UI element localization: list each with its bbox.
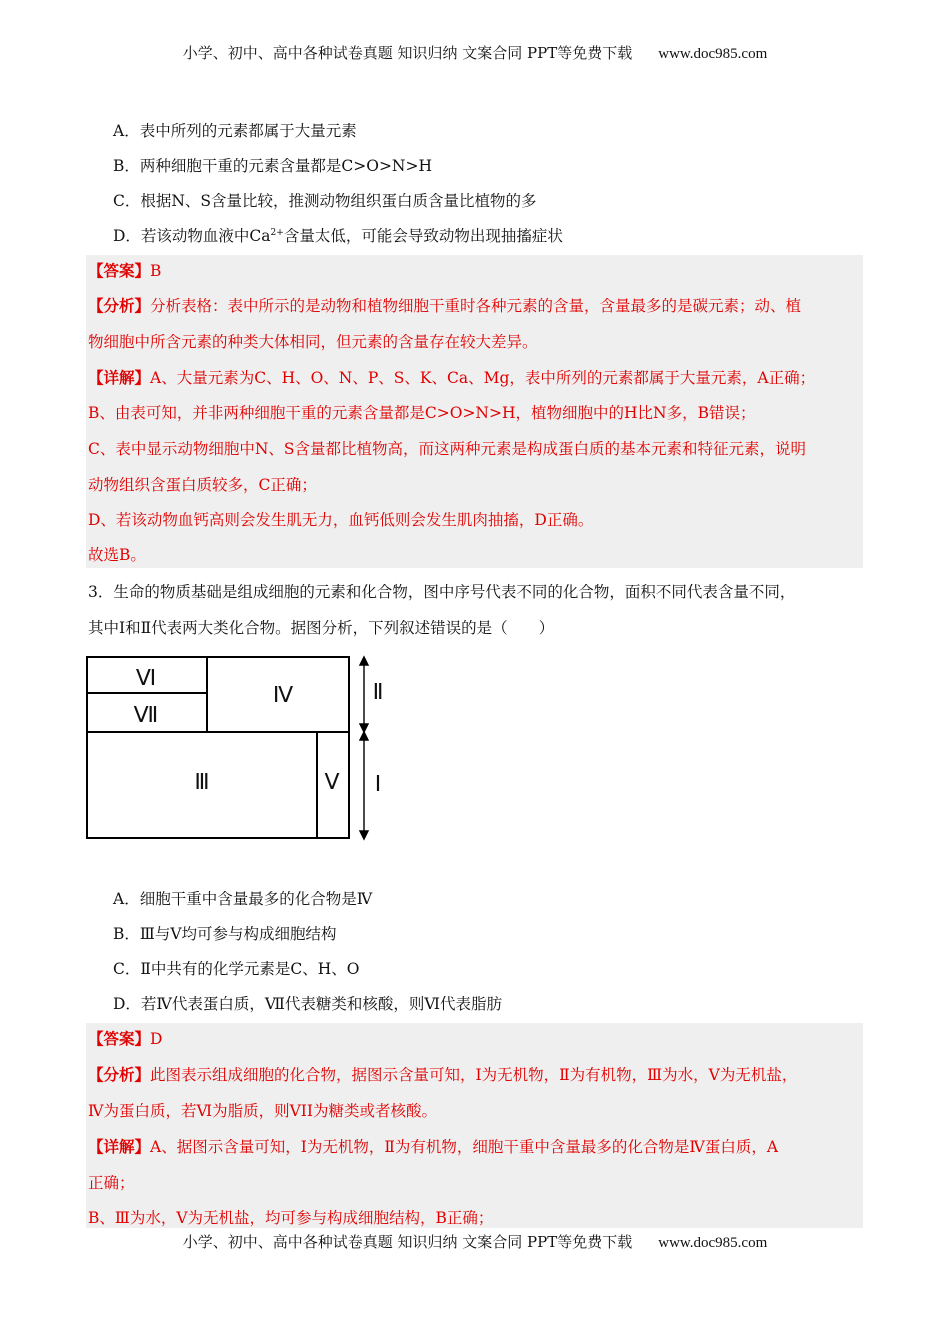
compound-diagram bbox=[86, 655, 396, 845]
arrow-i-head-up bbox=[360, 732, 368, 740]
q2-detail-line4: 动物组织含蛋白质较多，C正确； bbox=[88, 476, 317, 494]
q3-detail-line1 bbox=[88, 1135, 778, 1157]
page-footer bbox=[0, 1231, 950, 1252]
header-url[interactable]: www.doc985.com bbox=[658, 46, 768, 62]
q2-answer bbox=[88, 259, 161, 281]
q3-analysis-text1: 此图表示组成细胞的化合物，据图示含量可知，Ⅰ为无机物，Ⅱ为有机物，Ⅲ为水，Ⅴ为无机盐， bbox=[150, 1066, 798, 1084]
q2-detail-line3: C、表中显示动物细胞中N、S含量都比植物高，而这两种元素是构成蛋白质的基本元素和特征元素，说明 bbox=[88, 440, 807, 458]
label-iii: Ⅲ bbox=[194, 769, 210, 794]
q3-detail-tag: 【详解】 bbox=[88, 1137, 151, 1156]
q3-answer-value: D bbox=[150, 1030, 163, 1048]
label-iv: Ⅳ bbox=[272, 682, 294, 707]
q3-option-d: D．若Ⅳ代表蛋白质，Ⅶ代表糖类和核酸，则Ⅵ代表脂肪 bbox=[113, 995, 503, 1013]
arrow-ii-head-up bbox=[360, 657, 368, 665]
q3-detail-text1: A、据图示含量可知，Ⅰ为无机物，Ⅱ为有机物，细胞干重中含量最多的化合物是Ⅳ蛋白质，A bbox=[150, 1138, 779, 1156]
q2-option-d-pre: D．若该动物血液中Ca bbox=[113, 227, 271, 245]
q2-option-a: A．表中所列的元素都属于大量元素 bbox=[113, 122, 357, 140]
q2-analysis-line2: 物细胞中所含元素的种类大体相同，但元素的含量存在较大差异。 bbox=[88, 333, 538, 351]
q3-stem-line1: 3．生命的物质基础是组成细胞的元素和化合物，图中序号代表不同的化合物，面积不同代表含量不同， bbox=[88, 583, 796, 601]
q2-analysis-text1: 分析表格：表中所示的是动物和植物细胞干重时各种元素的含量，含量最多的是碳元素；动、植 bbox=[150, 297, 802, 315]
label-i: Ⅰ bbox=[374, 771, 382, 796]
q3-detail-line3: B、Ⅲ为水，Ⅴ为无机盐，均可参与构成细胞结构，B正确； bbox=[88, 1209, 494, 1227]
q2-detail-line1 bbox=[88, 366, 815, 388]
page-header bbox=[0, 42, 950, 63]
q3-option-a: A．细胞干重中含量最多的化合物是Ⅳ bbox=[113, 890, 373, 908]
arrow-i-head-down bbox=[360, 831, 368, 839]
q2-analysis-tag: 【分析】 bbox=[88, 296, 151, 315]
q3-analysis-line2: Ⅳ为蛋白质，若Ⅵ为脂质，则VII为糖类或者核酸。 bbox=[88, 1102, 438, 1120]
q2-option-b: B．两种细胞干重的元素含量都是C>O>N>H bbox=[113, 157, 432, 175]
footer-url[interactable]: www.doc985.com bbox=[658, 1235, 768, 1251]
q3-answer-block bbox=[86, 1023, 863, 1228]
q2-answer-tag: 【答案】 bbox=[88, 261, 151, 280]
q3-answer-tag: 【答案】 bbox=[88, 1029, 151, 1048]
label-ii: Ⅱ bbox=[372, 679, 384, 704]
label-v: Ⅴ bbox=[324, 769, 340, 794]
label-vi: Ⅵ bbox=[135, 665, 157, 690]
label-vii: Ⅶ bbox=[133, 702, 159, 727]
q2-option-d-post: 含量太低，可能会导致动物出现抽搐症状 bbox=[283, 227, 563, 245]
q2-option-d-sup: 2+ bbox=[270, 227, 284, 238]
q3-analysis-line1 bbox=[88, 1063, 797, 1085]
q2-answer-value: B bbox=[150, 262, 162, 280]
q2-detail-text1: A、大量元素为C、H、O、N、P、S、K、Ca、Mg，表中所列的元素都属于大量元素，A正确； bbox=[150, 369, 816, 387]
q2-detail-line2: B、由表可知，并非两种细胞干重的元素含量都是C>O>N>H，植物细胞中的H比N多，B错误； bbox=[88, 404, 756, 422]
q3-option-c: C．Ⅱ中共有的化学元素是C、H、O bbox=[113, 960, 360, 978]
q2-option-d bbox=[113, 224, 563, 246]
q3-option-b: B．Ⅲ与Ⅴ均可参与构成细胞结构 bbox=[113, 925, 337, 943]
q3-analysis-tag: 【分析】 bbox=[88, 1065, 151, 1084]
q2-conclusion: 故选B。 bbox=[88, 546, 146, 564]
q2-detail-line5: D、若该动物血钙高则会发生肌无力，血钙低则会发生肌肉抽搐，D正确。 bbox=[88, 511, 594, 529]
footer-text: 小学、初中、高中各种试卷真题 知识归纳 文案合同 PPT等免费下载 bbox=[182, 1233, 633, 1251]
header-text: 小学、初中、高中各种试卷真题 知识归纳 文案合同 PPT等免费下载 bbox=[182, 44, 633, 62]
q3-detail-line2: 正确； bbox=[88, 1174, 135, 1192]
q2-detail-tag: 【详解】 bbox=[88, 368, 151, 387]
q2-option-c: C．根据N、S含量比较，推测动物组织蛋白质含量比植物的多 bbox=[113, 192, 537, 210]
q3-stem-line2: 其中Ⅰ和Ⅱ代表两大类化合物。据图分析，下列叙述错误的是（ ） bbox=[88, 619, 555, 637]
q2-analysis-line1 bbox=[88, 294, 801, 316]
diagram-outer-box bbox=[87, 657, 349, 838]
q3-answer bbox=[88, 1027, 162, 1049]
